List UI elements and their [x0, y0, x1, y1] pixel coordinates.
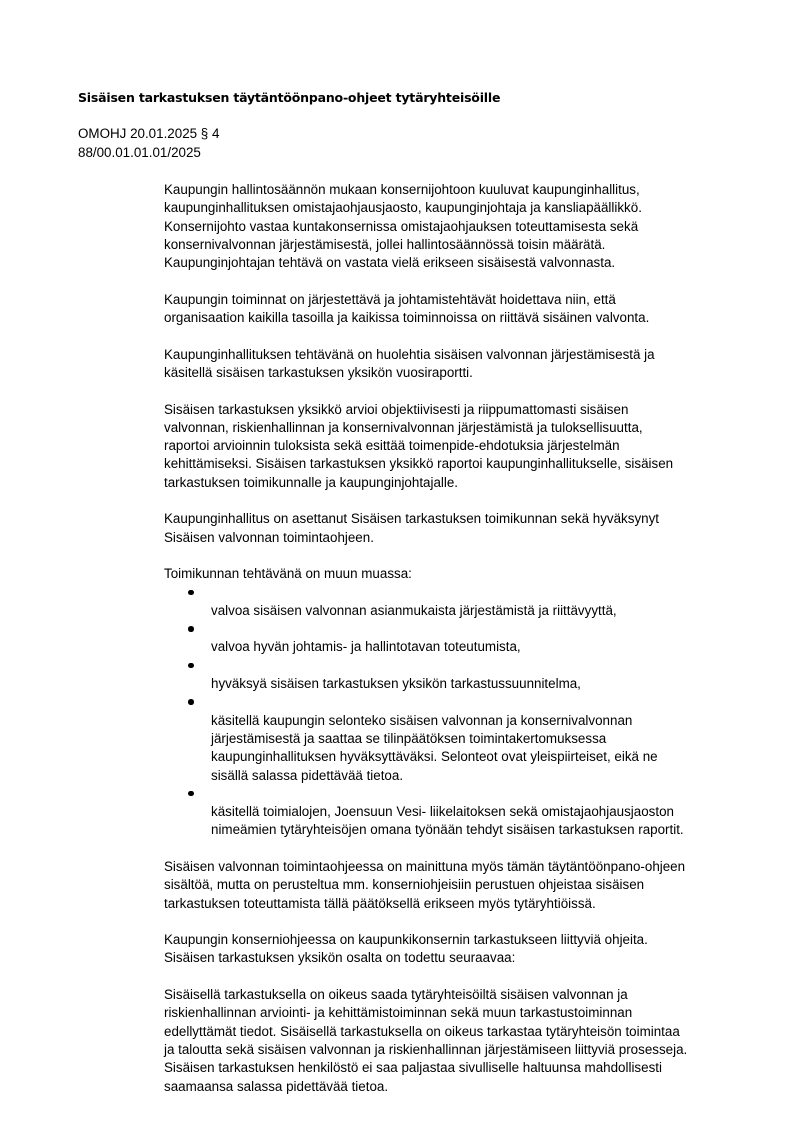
bullet-icon	[188, 791, 194, 797]
paragraph-group-guideline: Kaupungin konserniohjeessa on kaupunkikonsernin tarkastukseen liittyviä ohjeita. Sisäisen tarkastuksen yksikön osalta on todettu seuraavaa:	[164, 932, 648, 966]
list-item-text: valvoa sisäisen valvonnan asianmukaista järjestämistä ja riittävyyttä,	[211, 602, 617, 618]
record-number: 88/00.01.01.01/2025	[78, 145, 201, 160]
list-item-text: käsitellä kaupungin selonteko sisäisen valvonnan ja konsernivalvonnan järjestämisestä ja saattaa se tilinpäätöksen toimintakertomuksessa kaupunginhallituksen hyväksyttäväksi. Selonteot ovat yleispiirteiset, eikä ne sisällä salassa pidettävää tietoa.	[211, 712, 658, 783]
bullet-icon	[188, 626, 194, 632]
paragraph-group-management: Kaupungin hallintosäännön mukaan konsernijohtoon kuuluvat kaupunginhallitus, kaupunginhallituksen omistajaohjausjaosto, kaupunginjohtaja ja kansliapäällikkö. Konsernijohto vastaa kuntakonsernissa omistajaohjauksen toteuttamisesta sekä konsernivalvonnan järjestämisestä, jollei hallintosäännössä toisin määrätä. Kaupunginjohtajan tehtävä on vastata vielä erikseen sisäisestä valvonnasta.	[164, 182, 642, 271]
meeting-reference: OMOHJ 20.01.2025 § 4	[78, 126, 220, 141]
list-item-text: hyväksyä sisäisen tarkastuksen yksikön tarkastussuunnitelma,	[211, 676, 581, 692]
list-item	[164, 657, 754, 694]
paragraph-audit-committee: Kaupunginhallitus on asettanut Sisäisen tarkastuksen toimikunnan sekä hyväksynyt Sisäisen valvonnan toimintaohjeen.	[164, 511, 660, 545]
paragraph-city-board-duty: Kaupunginhallituksen tehtävänä on huolehtia sisäisen valvonnan järjestämisestä ja käsitellä sisäisen tarkastuksen yksikön vuosiraportti.	[164, 346, 655, 380]
committee-duties-list	[164, 584, 754, 840]
document-title: Sisäisen tarkastuksen täytäntöönpano-ohjeet tytäryhteisöille	[78, 90, 501, 105]
list-item-text: valvoa hyvän johtamis- ja hallintotavan toteutumista,	[211, 639, 521, 655]
document-body	[164, 181, 754, 1114]
bullet-icon	[188, 663, 194, 669]
paragraph-implementation-guideline: Sisäisen valvonnan toimintaohjeessa on mainittuna myös tämän täytäntöönpano-ohjeen sisältöä, mutta on perusteltua mm. konserniohjeisiin perustuen ohjeistaa sisäisen tarkastuksen toteuttamista tällä päätöksellä erikseen myös tytäryhtiöissä.	[164, 858, 686, 911]
list-item	[164, 785, 754, 840]
decision-reference	[78, 124, 478, 162]
paragraph-audit-rights: Sisäisellä tarkastuksella on oikeus saada tytäryhteisöiltä sisäisen valvonnan ja riskienhallinnan arviointi- ja kehittämistoiminnan sekä muun tarkastustoiminnan edellyttämät tiedot. Sisäisellä tarkastuksella on oikeus tarkastaa tytäryhteisön toimintaa ja taloutta sekä sisäisen valvonnan ja riskienhallinnan järjestämiseen liittyviä prosesseja. Sisäisen tarkastuksen henkilöstö ei saa paljastaa sivulliselle haltuunsa mahdollisesti saamaansa salassa pidettävää tietoa.	[164, 987, 688, 1094]
list-item	[164, 620, 754, 657]
list-item	[164, 693, 754, 784]
list-item-text: käsitellä toimialojen, Joensuun Vesi- liikelaitoksen sekä omistajaohjausjaoston nimeämien tytäryhteisöjen omana työnään tehdyt sisäisen tarkastuksen raportit.	[211, 804, 684, 838]
paragraph-internal-control-requirement: Kaupungin toiminnat on järjestettävä ja johtamistehtävät hoidettava niin, että organisaation kaikilla tasoilla ja kaikissa toiminnoissa on riittävä sisäinen valvonta.	[164, 291, 650, 326]
committee-duties-intro: Toimikunnan tehtävänä on muun muassa:	[164, 566, 412, 582]
list-item	[164, 584, 754, 621]
paragraph-audit-unit-role: Sisäisen tarkastuksen yksikkö arvioi objektiivisesti ja riippumattomasti sisäisen valvonnan, riskienhallinnan ja konsernivalvonnan järjestämistä ja tuloksellisuutta, raportoi arvioinnin tuloksista sekä esittää toimenpide-ehdotuksia järjestelmän kehittämiseksi. Sisäisen tarkastuksen yksikkö raportoi kaupunginhallitukselle, sisäisen tarkastuksen toimikunnalle ja kaupunginjohtajalle.	[164, 401, 674, 490]
bullet-icon	[188, 590, 194, 596]
bullet-icon	[188, 699, 194, 705]
